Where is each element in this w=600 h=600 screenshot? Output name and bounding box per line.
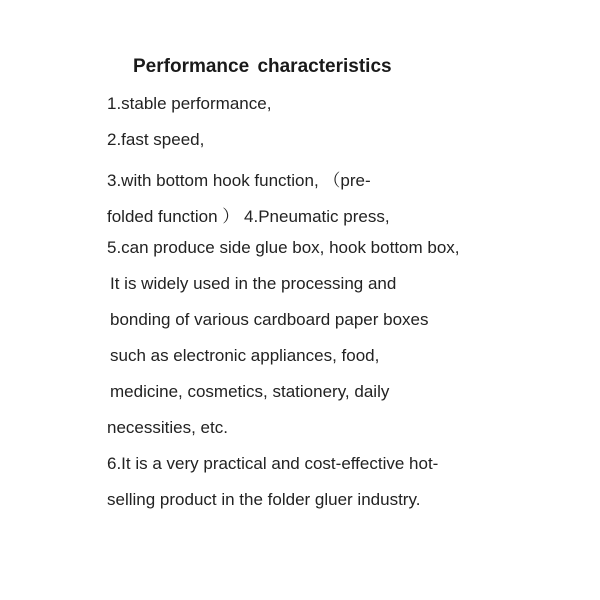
text-line-7: bonding of various cardboard paper boxes	[110, 310, 429, 329]
text-line-12: selling product in the folder gluer industry.	[107, 490, 421, 509]
text-line-10: necessities, etc.	[107, 418, 228, 437]
text-line-2: 2.fast speed,	[107, 130, 205, 149]
text-line-4: folded function ） 4.Pneumatic press,	[107, 207, 390, 226]
text-line-6: It is widely used in the processing and	[110, 274, 397, 293]
text-line-1: 1.stable performance,	[107, 94, 272, 113]
text-line-5: 5.can produce side glue box, hook bottom box,	[107, 238, 460, 257]
text-line-8: such as electronic appliances, food,	[110, 346, 380, 365]
text-line-3: 3.with bottom hook function, （pre-	[107, 171, 371, 190]
text-line-9: medicine, cosmetics, stationery, daily	[110, 382, 390, 401]
document-title: Performance characteristics	[133, 56, 392, 77]
text-line-11: 6.It is a very practical and cost-effective hot-	[107, 454, 439, 473]
